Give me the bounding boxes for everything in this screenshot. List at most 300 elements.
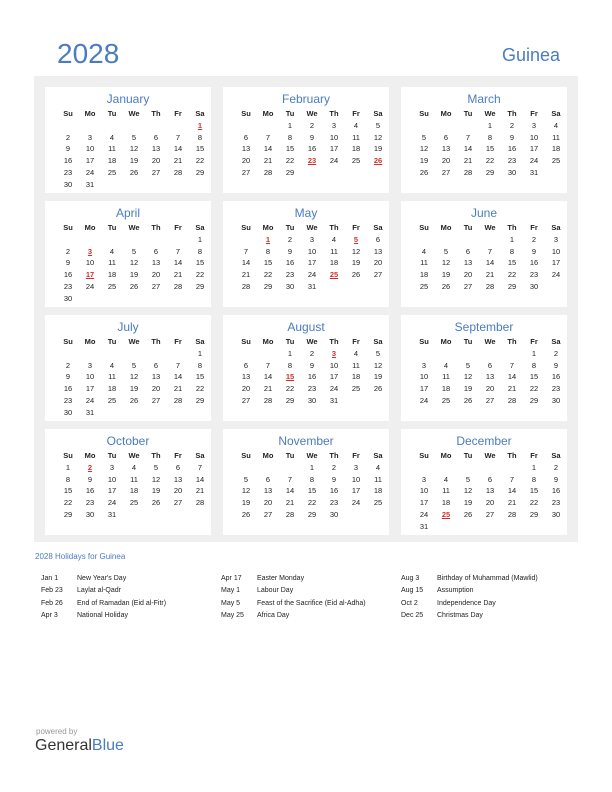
day: 12 — [151, 474, 161, 484]
week-row — [413, 485, 567, 497]
day: 22 — [63, 498, 73, 508]
weekday-label: Sa — [195, 109, 205, 118]
weekday-label: Mo — [84, 223, 96, 232]
day: 27 — [151, 167, 161, 177]
day: 6 — [375, 234, 381, 244]
week-row — [57, 407, 211, 419]
day: 18 — [329, 258, 339, 268]
month-grid — [235, 108, 389, 179]
weekday-label: Th — [507, 223, 517, 232]
holiday-date: May 1 — [221, 587, 241, 595]
day: 3 — [309, 234, 315, 244]
day: 11 — [330, 246, 338, 256]
holiday-day: 3 — [331, 348, 337, 358]
holiday-item — [401, 585, 538, 597]
day: 22 — [285, 384, 295, 394]
day: 4 — [353, 120, 359, 130]
week-row — [57, 395, 211, 407]
month-october — [45, 429, 211, 535]
weekday-label: We — [484, 223, 496, 232]
day: 27 — [151, 281, 161, 291]
day: 10 — [107, 474, 117, 484]
day: 28 — [241, 281, 251, 291]
day: 24 — [329, 156, 339, 166]
weekday-label: Tu — [463, 451, 473, 460]
day: 12 — [129, 258, 139, 268]
day: 5 — [243, 474, 249, 484]
day: 17 — [329, 372, 339, 382]
day: 18 — [441, 498, 451, 508]
day: 21 — [263, 384, 273, 394]
month-april — [45, 201, 211, 307]
day: 29 — [529, 509, 539, 519]
day: 2 — [287, 234, 293, 244]
day: 29 — [63, 509, 73, 519]
day: 2 — [309, 120, 315, 130]
weekday-label: Mo — [262, 337, 274, 346]
month-february — [223, 87, 389, 193]
day: 25 — [351, 156, 361, 166]
day: 18 — [441, 384, 451, 394]
day: 21 — [507, 498, 517, 508]
day: 11 — [352, 360, 360, 370]
day: 24 — [419, 395, 429, 405]
day: 24 — [551, 270, 561, 280]
day: 31 — [329, 395, 339, 405]
day: 2 — [65, 132, 71, 142]
day: 9 — [553, 474, 559, 484]
week-row — [413, 348, 567, 360]
day: 21 — [195, 486, 205, 496]
day: 27 — [241, 167, 251, 177]
holiday-name: Laylat al-Qadr — [77, 587, 121, 595]
weekday-label: Fr — [174, 223, 182, 232]
holidays-title: 2028 Holidays for Guinea — [35, 552, 126, 561]
month-september — [401, 315, 567, 421]
day: 20 — [151, 156, 161, 166]
day: 29 — [307, 509, 317, 519]
month-grid — [413, 108, 567, 179]
day: 11 — [420, 258, 428, 268]
weekday-header — [57, 222, 211, 234]
day: 11 — [108, 372, 116, 382]
year-title: 2028 — [57, 38, 120, 69]
holiday-day: 1 — [265, 234, 271, 244]
weekday-label: Fr — [174, 109, 182, 118]
month-name: September — [454, 320, 514, 334]
day: 2 — [531, 234, 537, 244]
empty-day — [257, 120, 279, 132]
day: 18 — [107, 156, 117, 166]
weekday-label: Fr — [352, 223, 360, 232]
weekday-label: Su — [241, 337, 251, 346]
month-name: November — [278, 434, 334, 448]
day: 19 — [129, 156, 139, 166]
day: 4 — [353, 348, 359, 358]
day: 24 — [307, 270, 317, 280]
holiday-name: Labour Day — [257, 587, 294, 595]
weekday-label: Tu — [463, 337, 473, 346]
day: 9 — [65, 144, 71, 154]
day: 27 — [263, 509, 273, 519]
holiday-item — [401, 573, 538, 585]
day: 19 — [351, 258, 361, 268]
holiday-column — [41, 573, 166, 623]
holiday-day: 15 — [285, 372, 295, 382]
day: 23 — [85, 498, 95, 508]
weekday-label: Mo — [440, 109, 452, 118]
weekday-label: We — [306, 451, 318, 460]
week-row — [413, 383, 567, 395]
day: 20 — [173, 486, 183, 496]
day: 18 — [351, 144, 361, 154]
day: 25 — [351, 384, 361, 394]
week-row — [57, 474, 211, 486]
day: 3 — [353, 462, 359, 472]
weekday-header — [57, 108, 211, 120]
month-june — [401, 201, 567, 307]
empty-day — [123, 120, 145, 132]
day: 8 — [487, 132, 493, 142]
weekday-label: Th — [151, 109, 161, 118]
day: 16 — [507, 144, 517, 154]
day: 14 — [463, 144, 473, 154]
day: 13 — [151, 144, 161, 154]
day: 22 — [195, 384, 205, 394]
week-row — [57, 179, 211, 191]
day: 1 — [287, 348, 293, 358]
empty-day — [257, 348, 279, 360]
day: 5 — [465, 360, 471, 370]
day: 15 — [285, 144, 295, 154]
weekday-label: We — [484, 451, 496, 460]
day: 31 — [107, 509, 117, 519]
day: 21 — [173, 270, 183, 280]
day: 7 — [243, 246, 249, 256]
day: 26 — [441, 281, 451, 291]
day: 31 — [529, 167, 539, 177]
day: 6 — [487, 360, 493, 370]
weekday-label: Mo — [262, 451, 274, 460]
day: 9 — [553, 360, 559, 370]
week-row — [235, 120, 389, 132]
day: 11 — [108, 144, 116, 154]
holiday-date: Oct 2 — [401, 599, 418, 607]
day: 16 — [85, 486, 95, 496]
day: 10 — [329, 360, 339, 370]
week-row — [57, 269, 211, 281]
day: 3 — [421, 360, 427, 370]
week-row — [235, 485, 389, 497]
empty-day — [235, 348, 257, 360]
empty-day — [235, 234, 257, 246]
powered-by: powered by — [36, 727, 78, 736]
day: 23 — [307, 384, 317, 394]
day: 24 — [351, 498, 361, 508]
day: 8 — [287, 360, 293, 370]
weekday-label: Sa — [195, 451, 205, 460]
day: 30 — [63, 407, 73, 417]
day: 27 — [241, 395, 251, 405]
holiday-date: Feb 26 — [41, 599, 63, 607]
day: 1 — [197, 234, 203, 244]
day: 30 — [63, 179, 73, 189]
empty-day — [145, 348, 167, 360]
weekday-label: Fr — [530, 223, 538, 232]
day: 15 — [307, 486, 317, 496]
month-name: April — [115, 206, 140, 220]
day: 16 — [329, 486, 339, 496]
day: 13 — [463, 258, 473, 268]
day: 11 — [374, 474, 382, 484]
weekday-label: Su — [63, 223, 73, 232]
weekday-label: Mo — [262, 223, 274, 232]
weekday-label: We — [484, 109, 496, 118]
day: 8 — [197, 360, 203, 370]
week-row — [413, 143, 567, 155]
day: 15 — [507, 258, 517, 268]
empty-day — [457, 120, 479, 132]
month-grid — [57, 108, 211, 191]
empty-day — [413, 462, 435, 474]
day: 28 — [285, 509, 295, 519]
holiday-date: Aug 15 — [401, 587, 424, 595]
holiday-day: 23 — [307, 156, 317, 166]
day: 24 — [529, 156, 539, 166]
holiday-column — [221, 573, 366, 623]
day: 19 — [373, 144, 383, 154]
day: 25 — [107, 167, 117, 177]
holiday-date: May 5 — [221, 599, 241, 607]
day: 6 — [175, 462, 181, 472]
day: 28 — [173, 281, 183, 291]
day: 13 — [151, 372, 161, 382]
weekday-header — [57, 450, 211, 462]
day: 11 — [108, 258, 116, 268]
weekday-label: Mo — [440, 223, 452, 232]
week-row — [413, 132, 567, 144]
day: 12 — [419, 144, 429, 154]
empty-day — [167, 234, 189, 246]
day: 2 — [331, 462, 337, 472]
day: 8 — [509, 246, 515, 256]
day: 20 — [151, 270, 161, 280]
day: 27 — [441, 167, 451, 177]
day: 21 — [263, 156, 273, 166]
week-row — [57, 234, 211, 246]
weekday-label: We — [306, 109, 318, 118]
day: 7 — [465, 132, 471, 142]
day: 19 — [373, 372, 383, 382]
day: 15 — [195, 258, 205, 268]
month-grid — [413, 222, 567, 293]
month-grid — [235, 222, 389, 293]
day: 20 — [151, 384, 161, 394]
day: 24 — [419, 509, 429, 519]
holiday-name: Feast of the Sacrifice (Eid al-Adha) — [257, 599, 366, 607]
day: 24 — [85, 281, 95, 291]
month-august — [223, 315, 389, 421]
day: 19 — [419, 156, 429, 166]
day: 14 — [285, 486, 295, 496]
weekday-label: Sa — [373, 109, 383, 118]
day: 1 — [65, 462, 71, 472]
weekday-label: Su — [241, 451, 251, 460]
day: 7 — [509, 360, 515, 370]
weekday-label: Tu — [463, 223, 473, 232]
day: 22 — [195, 156, 205, 166]
day: 26 — [129, 281, 139, 291]
empty-day — [145, 120, 167, 132]
holiday-name: National Holiday — [77, 612, 128, 620]
day: 26 — [419, 167, 429, 177]
weekday-label: Th — [329, 223, 339, 232]
day: 3 — [421, 474, 427, 484]
day: 31 — [85, 179, 95, 189]
day: 14 — [173, 258, 183, 268]
day: 13 — [485, 486, 495, 496]
day: 25 — [107, 281, 117, 291]
day: 10 — [85, 258, 95, 268]
day: 30 — [307, 395, 317, 405]
week-row — [413, 474, 567, 486]
day: 8 — [531, 360, 537, 370]
weekday-label: Th — [507, 109, 517, 118]
day: 20 — [373, 258, 383, 268]
day: 28 — [195, 498, 205, 508]
week-row — [413, 509, 567, 521]
week-row — [235, 132, 389, 144]
day: 26 — [151, 498, 161, 508]
day: 23 — [507, 156, 517, 166]
week-row — [413, 497, 567, 509]
empty-day — [167, 348, 189, 360]
weekday-header — [413, 222, 567, 234]
empty-day — [457, 462, 479, 474]
day: 30 — [63, 293, 73, 303]
day: 2 — [65, 360, 71, 370]
day: 4 — [375, 462, 381, 472]
day: 26 — [129, 395, 139, 405]
week-row — [235, 474, 389, 486]
day: 17 — [419, 384, 429, 394]
day: 8 — [197, 246, 203, 256]
week-row — [413, 167, 567, 179]
day: 15 — [529, 372, 539, 382]
day: 22 — [285, 156, 295, 166]
day: 9 — [531, 246, 537, 256]
weekday-label: Tu — [107, 451, 117, 460]
day: 16 — [529, 258, 539, 268]
weekday-label: We — [484, 337, 496, 346]
weekday-label: Fr — [530, 337, 538, 346]
month-name: October — [106, 434, 150, 448]
week-row — [235, 497, 389, 509]
empty-day — [101, 348, 123, 360]
day: 29 — [195, 167, 205, 177]
weekday-label: Su — [419, 337, 429, 346]
day: 4 — [109, 246, 115, 256]
month-name: July — [117, 320, 139, 334]
weekday-label: Fr — [352, 451, 360, 460]
day: 24 — [107, 498, 117, 508]
day: 12 — [241, 486, 251, 496]
day: 7 — [175, 360, 181, 370]
week-row — [235, 383, 389, 395]
empty-day — [413, 120, 435, 132]
day: 14 — [173, 144, 183, 154]
weekday-label: Su — [241, 109, 251, 118]
day: 25 — [419, 281, 429, 291]
week-row — [235, 509, 389, 521]
day: 29 — [485, 167, 495, 177]
day: 7 — [265, 360, 271, 370]
day: 23 — [551, 384, 561, 394]
weekday-label: Tu — [463, 109, 473, 118]
day: 13 — [485, 372, 495, 382]
day: 29 — [507, 281, 517, 291]
day: 25 — [441, 395, 451, 405]
day: 29 — [195, 395, 205, 405]
day: 13 — [173, 474, 183, 484]
day: 8 — [531, 474, 537, 484]
day: 12 — [463, 372, 473, 382]
month-july — [45, 315, 211, 421]
day: 23 — [529, 270, 539, 280]
day: 10 — [85, 372, 95, 382]
week-row — [57, 155, 211, 167]
weekday-label: Tu — [285, 337, 295, 346]
day: 10 — [529, 132, 539, 142]
holiday-day: 25 — [329, 270, 339, 280]
week-row — [235, 257, 389, 269]
day: 22 — [195, 270, 205, 280]
day: 10 — [329, 132, 339, 142]
weekday-header — [413, 108, 567, 120]
week-row — [413, 155, 567, 167]
weekday-label: We — [128, 451, 140, 460]
day: 8 — [309, 474, 315, 484]
holiday-day: 17 — [85, 270, 95, 280]
week-row — [235, 281, 389, 293]
day: 17 — [529, 144, 539, 154]
week-row — [57, 167, 211, 179]
day: 24 — [85, 167, 95, 177]
empty-day — [501, 348, 523, 360]
day: 11 — [442, 486, 450, 496]
empty-day — [79, 120, 101, 132]
day: 27 — [463, 281, 473, 291]
week-row — [235, 348, 389, 360]
day: 28 — [507, 509, 517, 519]
day: 30 — [551, 395, 561, 405]
day: 20 — [263, 498, 273, 508]
week-row — [57, 497, 211, 509]
empty-day — [479, 234, 501, 246]
weekday-label: Mo — [84, 337, 96, 346]
day: 14 — [507, 486, 517, 496]
month-name: February — [281, 92, 331, 106]
day: 19 — [129, 270, 139, 280]
day: 6 — [265, 474, 271, 484]
day: 7 — [509, 474, 515, 484]
empty-day — [457, 234, 479, 246]
empty-day — [257, 462, 279, 474]
weekday-header — [235, 222, 389, 234]
empty-day — [479, 348, 501, 360]
day: 1 — [309, 462, 315, 472]
week-row — [235, 155, 389, 167]
